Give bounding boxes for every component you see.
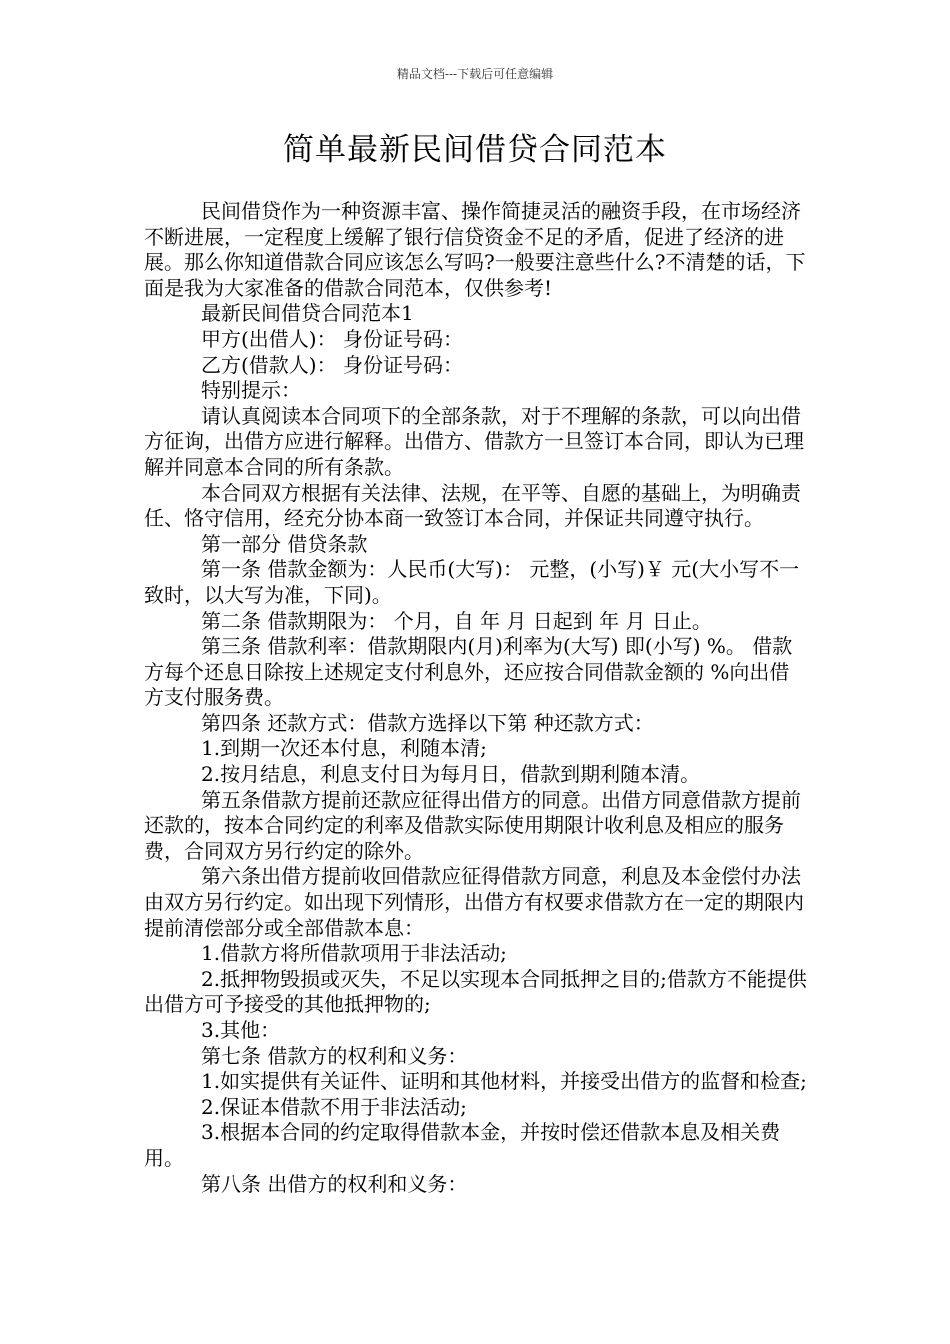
paragraph-preamble: 本合同双方根据有关法律、法规，在平等、自愿的基础上，为明确责任、恪守信用，经充分协本商一致签订本合同，并保证共同遵守执行。 [144, 480, 801, 531]
paragraph-part-one-heading: 第一部分 借贷条款 [201, 531, 368, 556]
document-title: 简单最新民间借贷合同范本 [283, 132, 667, 168]
paragraph-article-5: 第五条借款方提前还款应征得出借方的同意。出借方同意借款方提前还款的，按本合同约定的利率及借款实际使用期限计收利息及相应的服务费，合同双方另行约定的除外。 [144, 787, 801, 863]
paragraph-article-4-item-1: 1.到期一次还本付息，利随本清; [201, 736, 487, 761]
paragraph-article-7-item-3: 3.根据本合同的约定取得借款本金，并按时偿还借款本息及相关费用。 [144, 1120, 781, 1170]
paragraph-sample-heading: 最新民间借贷合同范本1 [201, 301, 414, 326]
paragraph-party-b: 乙方(借款人)： 身份证号码： [201, 352, 463, 377]
header-note: 精品文档---下载后可任意编辑 [396, 67, 554, 81]
paragraph-special-notice-heading: 特别提示： [201, 378, 301, 403]
paragraph-article-8: 第八条 出借方的权利和义务： [201, 1171, 468, 1196]
paragraph-article-4: 第四条 还款方式：借款方选择以下第 种还款方式： [201, 710, 654, 735]
paragraph-article-1: 第一条 借款金额为：人民币(大写)： 元整，(小写)￥ 元(大小写不一致时，以大写为准，下同)。 [144, 557, 800, 607]
paragraph-article-7: 第七条 借款方的权利和义务： [201, 1043, 468, 1068]
paragraph-intro: 民间借贷作为一种资源丰富、操作简捷灵活的融资手段，在市场经济不断进展，一定程度上缓解了银行信贷资金不足的矛盾，促进了经济的进展。那么你知道借款合同应该怎么写吗?一般要注意些什么?不清楚的话，下面是我为大家准备的借款合同范本，仅供参考! [144, 199, 806, 300]
paragraph-article-3: 第三条 借款利率：借款期限内(月)利率为(大写) 即(小写) %。 借款方每个还息日除按上述规定支付利息外，还应按合同借款金额的 %向出借方支付服务费。 [144, 634, 793, 710]
paragraph-article-6: 第六条出借方提前收回借款应征得借款方同意，利息及本金偿付办法由双方另行约定。如出现下列情形，出借方有权要求借款方在一定的期限内提前清偿部分或全部借款本息： [144, 864, 804, 940]
paragraph-article-7-item-2: 2.保证本借款不用于非法活动; [201, 1094, 467, 1119]
paragraph-article-6-item-1: 1.借款方将所借款项用于非法活动; [201, 941, 507, 966]
document-body [144, 199, 809, 1197]
paragraph-article-6-item-2: 2.抵押物毁损或灭失，不足以实现本合同抵押之目的;借款方不能提供出借方可予接受的其他抵押物的; [144, 966, 807, 1017]
paragraph-article-6-item-3: 3.其他： [201, 1018, 281, 1042]
paragraph-article-2: 第二条 借款期限为： 个月，自 年 月 日起到 年 月 日止。 [201, 608, 712, 633]
paragraph-special-notice: 请认真阅读本合同项下的全部条款，对于不理解的条款，可以向出借方征询，出借方应进行解释。出借方、借款方一旦签订本合同，即认为已理解并同意本合同的所有条款。 [144, 403, 804, 479]
paragraph-article-4-item-2: 2.按月结息，利息支付日为每月日，借款到期利随本清。 [201, 762, 701, 787]
paragraph-party-a: 甲方(出借人)： 身份证号码： [201, 326, 463, 351]
paragraph-article-7-item-1: 1.如实提供有关证件、证明和其他材料，并接受出借方的监督和检查; [201, 1069, 807, 1094]
